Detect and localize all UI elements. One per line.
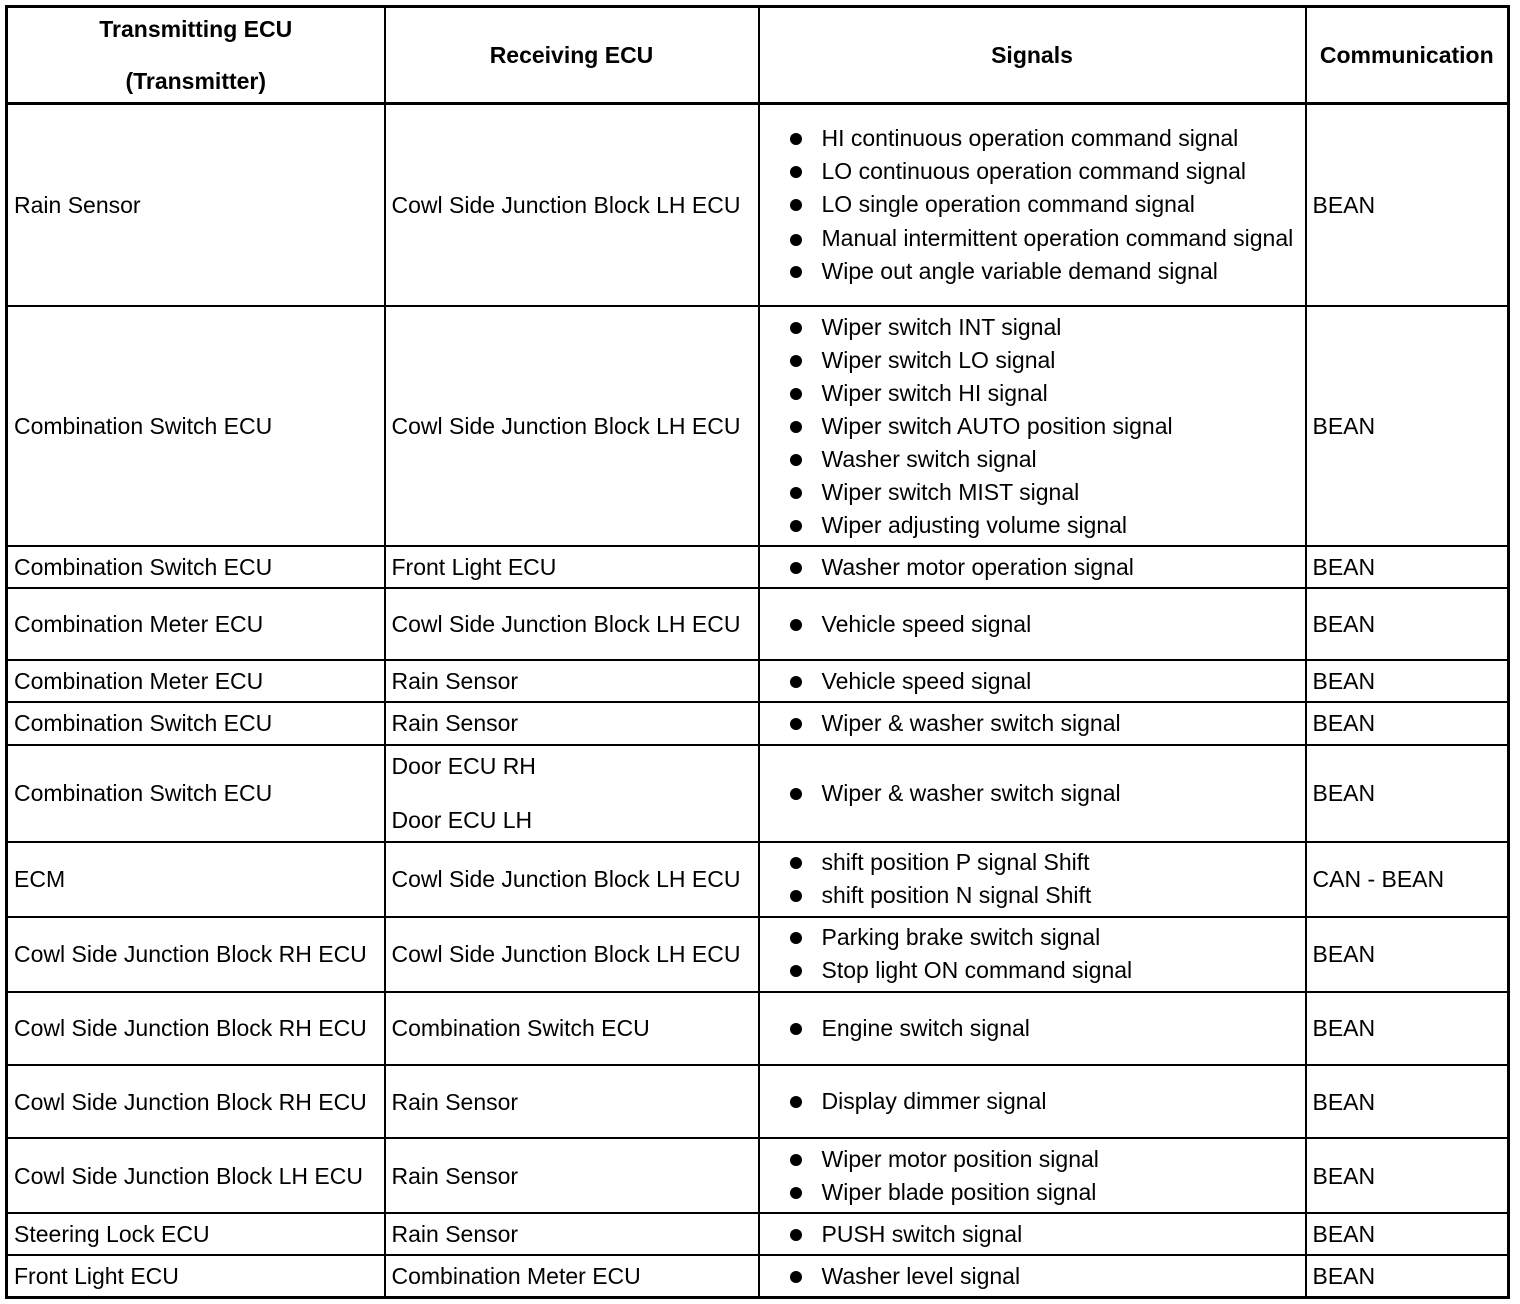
cell-communication: BEAN (1306, 546, 1509, 588)
cell-signals (759, 1138, 1306, 1213)
cell-signals (759, 842, 1306, 917)
cell-communication: BEAN (1306, 1138, 1509, 1213)
cell-transmitter: Rain Sensor (7, 104, 385, 306)
signal-item: Stop light ON command signal (766, 954, 1299, 987)
cell-receiver: Rain Sensor (385, 1138, 759, 1213)
signal-list (766, 1143, 1299, 1209)
cell-communication: BEAN (1306, 306, 1509, 546)
cell-signals (759, 992, 1306, 1065)
signal-item: Washer level signal (766, 1260, 1299, 1293)
signal-list (766, 311, 1299, 542)
header-communication: Communication (1306, 7, 1509, 104)
cell-transmitter: Cowl Side Junction Block RH ECU (7, 992, 385, 1065)
table-row (7, 1138, 1509, 1213)
signal-item: Engine switch signal (766, 1012, 1299, 1045)
cell-communication: BEAN (1306, 702, 1509, 744)
cell-signals (759, 1255, 1306, 1297)
signal-list (766, 1012, 1299, 1045)
signal-list (766, 921, 1299, 987)
cell-transmitter: Combination Switch ECU (7, 306, 385, 546)
table-row (7, 104, 1509, 306)
cell-receiver: Cowl Side Junction Block LH ECU (385, 588, 759, 660)
cell-receiver: Rain Sensor (385, 1065, 759, 1138)
cell-transmitter: Combination Switch ECU (7, 745, 385, 842)
header-transmitting-line2: (Transmitter) (125, 68, 267, 94)
signal-list (766, 665, 1299, 698)
cell-signals (759, 306, 1306, 546)
signal-item: Display dimmer signal (766, 1085, 1299, 1118)
cell-receiver: Cowl Side Junction Block LH ECU (385, 306, 759, 546)
cell-communication: BEAN (1306, 992, 1509, 1065)
table-body (7, 104, 1509, 1298)
signal-list (766, 551, 1299, 584)
signal-list (766, 1218, 1299, 1251)
signal-item: Washer switch signal (766, 443, 1299, 476)
table-row (7, 1255, 1509, 1297)
cell-transmitter: Combination Meter ECU (7, 660, 385, 702)
cell-receiver: Cowl Side Junction Block LH ECU (385, 104, 759, 306)
table-row (7, 588, 1509, 660)
cell-signals (759, 917, 1306, 992)
signal-item: Vehicle speed signal (766, 665, 1299, 698)
cell-signals (759, 546, 1306, 588)
cell-receiver (385, 745, 759, 842)
cell-signals (759, 588, 1306, 660)
signal-list (766, 122, 1299, 288)
signal-item: Manual intermittent operation command signal (766, 221, 1299, 255)
cell-transmitter: Steering Lock ECU (7, 1213, 385, 1255)
cell-signals (759, 1213, 1306, 1255)
cell-transmitter: Cowl Side Junction Block RH ECU (7, 917, 385, 992)
cell-signals (759, 1065, 1306, 1138)
receiver-item: Door ECU RH (391, 753, 536, 780)
cell-receiver: Rain Sensor (385, 660, 759, 702)
table-row (7, 1065, 1509, 1138)
cell-receiver: Cowl Side Junction Block LH ECU (385, 842, 759, 917)
cell-communication: BEAN (1306, 745, 1509, 842)
signal-item: Wiper switch HI signal (766, 377, 1299, 410)
signal-item: Wipe out angle variable demand signal (766, 255, 1299, 288)
table-row (7, 660, 1509, 702)
signal-item: Wiper switch LO signal (766, 344, 1299, 377)
signal-item: Wiper switch AUTO position signal (766, 410, 1299, 443)
signal-list (766, 1260, 1299, 1293)
cell-receiver: Rain Sensor (385, 702, 759, 744)
communication-table (5, 5, 1510, 1299)
cell-signals (759, 104, 1306, 306)
header-row (7, 7, 1509, 104)
cell-communication: BEAN (1306, 917, 1509, 992)
cell-communication: CAN - BEAN (1306, 842, 1509, 917)
signal-item: Wiper & washer switch signal (766, 777, 1299, 810)
signal-item: Wiper adjusting volume signal (766, 509, 1299, 542)
cell-communication: BEAN (1306, 104, 1509, 306)
cell-transmitter: Combination Switch ECU (7, 546, 385, 588)
cell-transmitter: Cowl Side Junction Block RH ECU (7, 1065, 385, 1138)
cell-communication: BEAN (1306, 588, 1509, 660)
signal-item: LO single operation command signal (766, 188, 1299, 221)
cell-transmitter: Cowl Side Junction Block LH ECU (7, 1138, 385, 1213)
signal-item: Parking brake switch signal (766, 921, 1299, 954)
signal-item: shift position N signal Shift (766, 879, 1299, 912)
signal-list (766, 608, 1299, 641)
signal-item: Wiper switch INT signal (766, 311, 1299, 344)
cell-receiver: Rain Sensor (385, 1213, 759, 1255)
cell-receiver: Combination Meter ECU (385, 1255, 759, 1297)
receiver-item: Door ECU LH (391, 807, 533, 834)
signal-list (766, 777, 1299, 810)
header-transmitting-ecu (7, 7, 385, 104)
signal-list (766, 707, 1299, 740)
table-header (7, 7, 1509, 104)
cell-communication: BEAN (1306, 1255, 1509, 1297)
table-row (7, 702, 1509, 744)
signal-item: Washer motor operation signal (766, 551, 1299, 584)
signal-item: Wiper switch MIST signal (766, 476, 1299, 509)
signal-item: Wiper blade position signal (766, 1176, 1299, 1209)
cell-transmitter: Combination Switch ECU (7, 702, 385, 744)
header-receiving-ecu: Receiving ECU (385, 7, 759, 104)
table-row (7, 842, 1509, 917)
signal-item: Vehicle speed signal (766, 608, 1299, 641)
table-row (7, 917, 1509, 992)
signal-item: Wiper motor position signal (766, 1143, 1299, 1176)
cell-signals (759, 745, 1306, 842)
signal-item: HI continuous operation command signal (766, 122, 1299, 155)
cell-transmitter: ECM (7, 842, 385, 917)
signal-item: shift position P signal Shift (766, 846, 1299, 879)
signal-item: PUSH switch signal (766, 1218, 1299, 1251)
table-row (7, 992, 1509, 1065)
signal-list (766, 846, 1299, 912)
header-signals: Signals (759, 7, 1306, 104)
header-transmitting-line1: Transmitting ECU (99, 16, 293, 42)
cell-transmitter: Front Light ECU (7, 1255, 385, 1297)
signal-list (766, 1085, 1299, 1118)
cell-signals (759, 702, 1306, 744)
cell-receiver: Combination Switch ECU (385, 992, 759, 1065)
cell-communication: BEAN (1306, 660, 1509, 702)
table-row (7, 745, 1509, 842)
signal-item: Wiper & washer switch signal (766, 707, 1299, 740)
table-row (7, 1213, 1509, 1255)
table-row (7, 306, 1509, 546)
cell-signals (759, 660, 1306, 702)
cell-communication: BEAN (1306, 1065, 1509, 1138)
signal-item: LO continuous operation command signal (766, 155, 1299, 188)
cell-transmitter: Combination Meter ECU (7, 588, 385, 660)
cell-receiver: Cowl Side Junction Block LH ECU (385, 917, 759, 992)
table-row (7, 546, 1509, 588)
cell-receiver: Front Light ECU (385, 546, 759, 588)
cell-communication: BEAN (1306, 1213, 1509, 1255)
